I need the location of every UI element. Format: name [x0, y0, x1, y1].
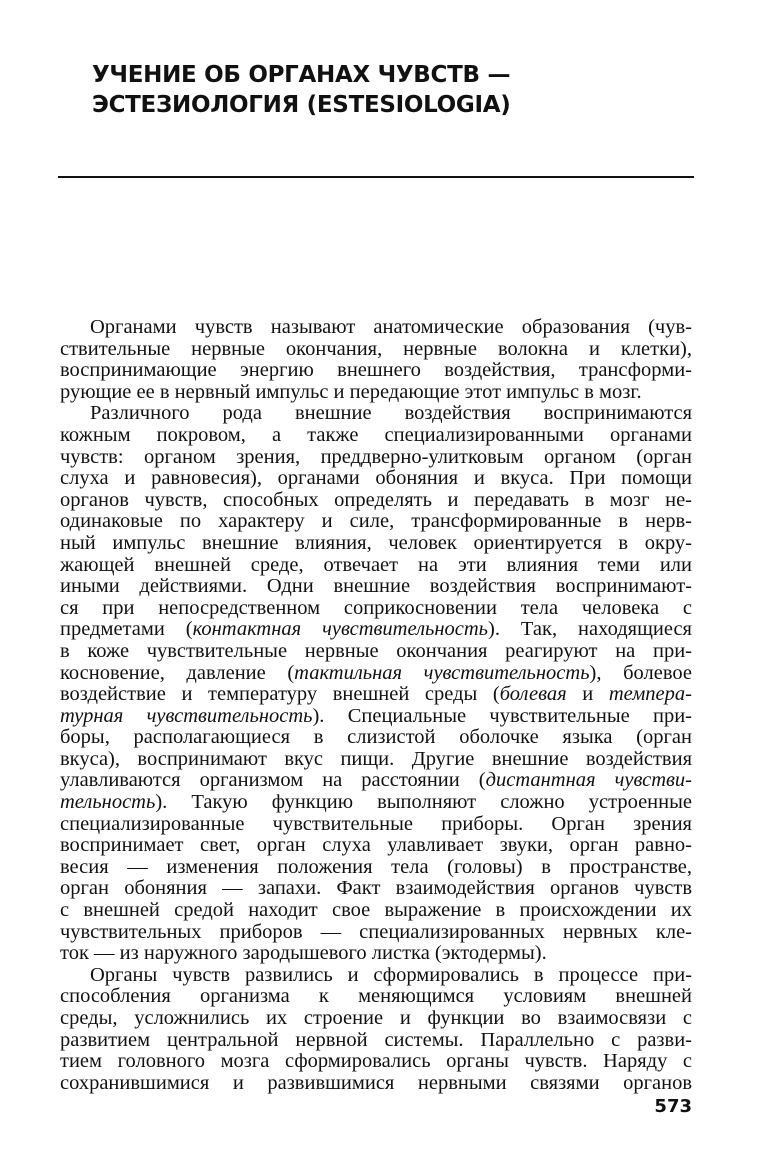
text-segment: чувствительных приборов — специализированных нервных кле- [60, 920, 692, 943]
text-segment: жающей внешней среде, отвечает на эти влияния теми или [60, 553, 692, 576]
text-segment: среды, усложнились их строение и функции во взаимосвязи с [60, 1007, 692, 1029]
text-line [60, 770, 692, 792]
chapter-title [92, 60, 692, 120]
text-segment: вкуса), воспринимают вкус пищи. Другие внешние воздействия [60, 747, 692, 770]
text-line [60, 986, 692, 1008]
text-segment: кожным покровом, а также специализированными органами [60, 423, 692, 446]
text-line [60, 1073, 692, 1095]
text-segment: способления организма к меняющимся условиям внешней [60, 985, 692, 1008]
italic-term: болевая [499, 683, 567, 706]
text-line [60, 511, 692, 533]
italic-term: контактная чувствительность [192, 618, 488, 641]
text-segment: орган обоняния — запахи. Факт взаимодействия органов чувств [60, 877, 692, 900]
text-line [60, 533, 692, 555]
text-line [60, 403, 692, 425]
text-segment: иными действиями. Одни внешние воздействия воспринимают- [60, 575, 692, 598]
text-line [60, 447, 692, 469]
text-segment: с внешней средой находит свое выражение в происхождении их [60, 899, 692, 922]
text-segment: рующие ее в нервный импульс и передающие этот импульс в мозг. [60, 380, 642, 403]
text-segment: и [566, 683, 609, 706]
text-line [60, 490, 692, 512]
paragraph [60, 965, 692, 1095]
text-segment: Органами чувств называют анатомические образования (чув- [90, 316, 692, 338]
text-line [60, 706, 692, 728]
text-line [60, 576, 692, 598]
body-text [60, 317, 692, 1094]
title-divider [58, 176, 694, 178]
italic-term: дистантная чувстви- [485, 769, 692, 792]
text-segment: ся при непосредственном соприкосновении тела человека с [60, 596, 692, 619]
italic-term: темпера- [608, 683, 692, 706]
text-line [60, 1008, 692, 1030]
paragraph [60, 317, 692, 403]
italic-term: турная чувствительность [60, 704, 313, 727]
text-segment: воспринимает свет, орган слуха улавливает звуки, орган равно- [60, 834, 692, 857]
text-segment: одинаковые по характеру и силе, трансформированные в нерв- [60, 510, 692, 533]
text-segment: в коже чувствительные нервные окончания реагируют на при- [60, 639, 692, 662]
chapter-title-line-2: ЭСТЕЗИОЛОГИЯ (ESTESIOLOGIA) [92, 92, 511, 118]
paragraph [60, 403, 692, 964]
text-segment: ствительные нервные окончания, нервные волокна и клетки), [60, 337, 692, 360]
text-line [60, 555, 692, 577]
chapter-title-line-1: УЧЕНИЕ ОБ ОРГАНАХ ЧУВСТВ — [92, 62, 511, 88]
text-segment: сохранившимися и развившимися нервными связями органов [60, 1071, 692, 1094]
text-line [60, 943, 692, 965]
text-line [60, 468, 692, 490]
text-line [60, 339, 692, 361]
text-line [60, 382, 692, 404]
text-segment: весия — изменения положения тела (головы) в пространстве, [60, 855, 692, 878]
text-segment: улавливаются организмом на расстоянии ( [60, 769, 486, 792]
text-line [60, 641, 692, 663]
text-line [60, 922, 692, 944]
text-segment: ). Так, находящиеся [488, 618, 692, 641]
text-line [60, 727, 692, 749]
text-line [60, 684, 692, 706]
text-segment: ). Такую функцию выполняют сложно устроенные [155, 791, 692, 814]
text-line [60, 900, 692, 922]
text-segment: ный импульс внешние влияния, человек ориентируется в окру- [60, 531, 692, 554]
text-segment: развитием центральной нервной системы. Параллельно с разви- [60, 1028, 692, 1051]
text-segment: ), болевое [589, 661, 692, 684]
italic-term: тактильная чувствительность [294, 661, 590, 684]
text-line [60, 598, 692, 620]
text-line [60, 1051, 692, 1073]
text-segment: воздействие и температуру внешней среды ( [60, 683, 500, 706]
text-segment: слуха и равновесия), органами обоняния и вкуса. При помощи [60, 467, 692, 490]
text-segment: боры, располагающиеся в слизистой оболочке языка (орган [60, 726, 692, 749]
text-segment: косновение, давление ( [60, 661, 295, 684]
text-line [60, 1030, 692, 1052]
italic-term: тельность [60, 791, 156, 814]
text-line [60, 792, 692, 814]
text-line [60, 857, 692, 879]
text-line [60, 749, 692, 771]
text-line [60, 619, 692, 641]
text-segment: чувств: органом зрения, преддверно-улитковым органом (орган [60, 445, 692, 468]
text-line [60, 835, 692, 857]
text-segment: Органы чувств развились и сформировались в процессе при- [90, 963, 692, 986]
page-number: 573 [654, 1096, 692, 1117]
text-segment: ток — из наружного зародышевого листка (эктодермы). [60, 942, 547, 965]
text-line [60, 663, 692, 685]
text-segment: Различного рода внешние воздействия воспринимаются [90, 402, 692, 425]
text-segment: предметами ( [60, 618, 193, 641]
text-segment: воспринимающие энергию внешнего воздействия, трансформи- [60, 359, 692, 382]
text-line [60, 360, 692, 382]
text-segment: специализированные чувствительные приборы. Орган зрения [60, 812, 692, 835]
text-line [60, 425, 692, 447]
text-segment: ). Специальные чувствительные при- [312, 704, 692, 727]
text-line [60, 317, 692, 339]
text-line [60, 965, 692, 987]
text-line [60, 814, 692, 836]
text-line [60, 878, 692, 900]
text-segment: тием головного мозга сформировались органы чувств. Наряду с [60, 1050, 692, 1073]
text-segment: органов чувств, способных определять и передавать в мозг не- [60, 488, 692, 511]
